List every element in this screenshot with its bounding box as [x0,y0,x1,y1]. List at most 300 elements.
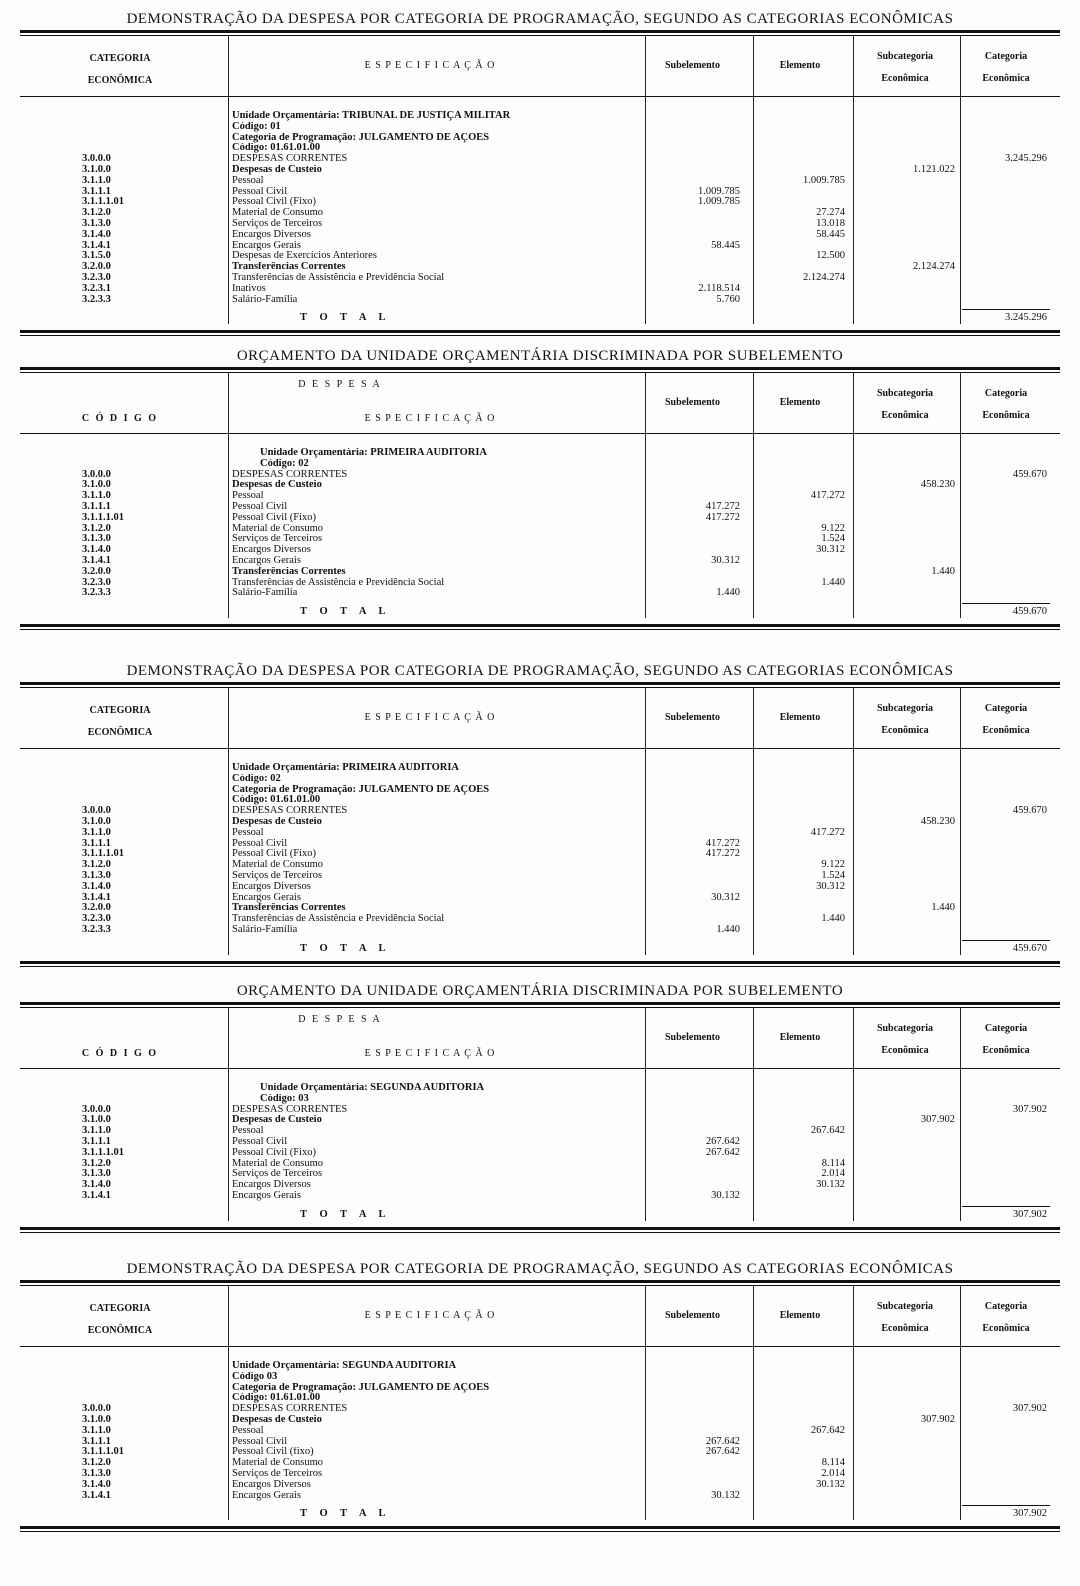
row-code: 3.1.3.0 [82,1168,111,1180]
intro-text: Unidade Orçamentária: PRIMEIRA AUDITORIA [260,448,488,458]
row-code: 3.1.1.1.01 [82,848,124,860]
row-specification: Serviços de Terceiros [232,1468,323,1479]
column-divider [645,688,646,748]
row-value-sub: 417.272 [705,500,740,512]
row-code: 3.1.1.1 [82,837,111,849]
table-row [20,208,1060,219]
table-row [20,903,1060,914]
row-code: 3.0.0.0 [82,805,111,817]
row-specification: Pessoal Civil [232,1436,288,1447]
table-row [20,295,1060,306]
row-value-elem: 30.312 [816,544,845,556]
table-row [20,925,1060,936]
row-code: 3.1.4.1 [82,891,111,903]
row-specification: DESPESAS CORRENTES [232,469,348,480]
row-specification: Salário-Família [232,294,298,305]
intro-row [20,143,1060,154]
row-specification: Transferências Correntes [232,903,346,914]
row-value-sub: 30.132 [711,1189,740,1201]
row-specification: Encargos Diversos [232,881,311,892]
table-row [20,187,1060,198]
section-title: DEMONSTRAÇÃO DA DESPESA POR CATEGORIA DE PROGRAMAÇÃO, SEGUNDO AS CATEGORIAS ECONÔMICAS [126,1261,954,1277]
total-rule [962,309,1050,310]
row-code: 3.2.3.3 [82,293,111,305]
table-row [20,545,1060,556]
row-code: 3.1.1.1.01 [82,1446,124,1458]
header-especificacao: E S P E C I F I C A Ç Ã O [364,712,496,723]
table-row [20,524,1060,535]
row-code: 3.1.0.0 [82,815,111,827]
header-especificacao: E S P E C I F I C A Ç Ã O [364,413,496,424]
table-body [20,434,1060,618]
double-rule [20,1526,1060,1532]
total-row [20,607,1060,618]
intro-text: Unidade Orçamentária: TRIBUNAL DE JUSTIÇA MILITAR [232,111,511,121]
table-body [20,749,1060,955]
budget-section [20,980,1060,1233]
row-specification: Salário-Família [232,588,298,599]
table-row [20,1148,1060,1159]
row-value-cat: 3.245.296 [1005,153,1047,165]
table-row [20,588,1060,599]
section-title: DEMONSTRAÇÃO DA DESPESA POR CATEGORIA DE PROGRAMAÇÃO, SEGUNDO AS CATEGORIAS ECONÔMICAS [126,11,954,27]
row-value-sub: 30.132 [711,1489,740,1501]
row-code: 3.1.4.1 [82,239,111,251]
double-rule [20,1227,1060,1233]
row-value-elem: 2.014 [821,1467,845,1479]
row-value-sub: 267.642 [705,1146,740,1158]
row-specification: Pessoal Civil [232,186,288,197]
table-row [20,1415,1060,1426]
header-subcategoria: Subcategoria Econômica [876,1301,934,1334]
row-specification: Transferências Correntes [232,262,346,273]
column-divider [645,1286,646,1346]
double-rule [20,961,1060,967]
row-value-sub: 417.272 [705,511,740,523]
table-row [20,849,1060,860]
column-divider [645,1008,646,1068]
table-body [20,1069,1060,1221]
intro-row [20,1393,1060,1404]
column-divider [753,373,754,433]
intro-row [20,785,1060,796]
row-code: 3.1.0.0 [82,1413,111,1425]
row-code: 3.1.2.0 [82,1157,111,1169]
intro-text: Código: 01.61.01.00 [232,143,321,154]
row-specification: Pessoal Civil (Fixo) [232,197,317,208]
total-rule [962,603,1050,604]
row-code: 3.0.0.0 [82,468,111,480]
column-divider [853,1008,854,1068]
table-row [20,1437,1060,1448]
row-value-subc: 458.230 [920,815,955,827]
row-code: 3.1.4.0 [82,880,111,892]
row-value-sub: 417.272 [705,848,740,860]
column-divider [645,373,646,433]
row-specification: Material de Consumo [232,1158,323,1169]
row-specification: Encargos Diversos [232,545,311,556]
row-value-sub: 267.642 [705,1446,740,1458]
header-especificacao: E S P E C I F I C A Ç Ã O [364,1310,496,1321]
row-specification: Pessoal Civil (Fixo) [232,1147,317,1158]
table-row [20,230,1060,241]
row-value-sub: 1.440 [716,923,740,935]
row-code: 3.1.2.0 [82,207,111,219]
row-value-elem: 58.445 [816,228,845,240]
intro-row [20,774,1060,785]
header-categoria: Categoria Econômica [982,703,1030,736]
header-especificacao: E S P E C I F I C A Ç Ã O [364,1048,496,1059]
column-divider [228,1286,229,1346]
section-title: DEMONSTRAÇÃO DA DESPESA POR CATEGORIA DE PROGRAMAÇÃO, SEGUNDO AS CATEGORIAS ECONÔMICAS [126,663,954,679]
row-specification: Pessoal Civil [232,1136,288,1147]
row-code: 3.1.2.0 [82,859,111,871]
row-value-elem: 417.272 [810,826,845,838]
row-code: 3.1.3.0 [82,533,111,545]
intro-row [20,1361,1060,1372]
row-code: 3.2.3.0 [82,913,111,925]
header-especificacao: E S P E C I F I C A Ç Ã O [364,60,496,71]
row-specification: Encargos Gerais [232,240,301,251]
row-code: 3.1.4.0 [82,1179,111,1191]
table-row [20,1137,1060,1148]
table-body [20,1347,1060,1520]
row-code: 3.1.4.1 [82,1489,111,1501]
row-code: 3.1.1.0 [82,1125,111,1137]
row-specification: Pessoal [232,491,264,502]
row-value-sub: 1.009.785 [698,196,740,208]
header-categoria-economica: CATEGORIA ECONÔMICA [87,53,153,86]
table-row [20,839,1060,850]
column-divider [853,688,854,748]
header-subelemento: Subelemento [665,1032,720,1043]
row-specification: Pessoal [232,1425,264,1436]
row-code: 3.2.3.3 [82,587,111,599]
table-row [20,1180,1060,1191]
intro-text: Unidade Orçamentária: SEGUNDA AUDITORIA [232,1361,457,1371]
table-row [20,1404,1060,1415]
row-code: 3.1.4.1 [82,1189,111,1201]
row-value-elem: 30.132 [816,1179,845,1191]
row-specification: Pessoal Civil (Fixo) [232,849,317,860]
budget-section [20,345,1060,630]
intro-text: Código: 01.61.01.00 [232,1393,321,1404]
row-value-cat: 307.902 [1012,1403,1047,1415]
row-specification: Encargos Gerais [232,1190,301,1201]
row-specification: DESPESAS CORRENTES [232,806,348,817]
row-value-sub: 58.445 [711,239,740,251]
row-value-subc: 1.121.022 [913,163,955,175]
row-specification: Material de Consumo [232,860,323,871]
table-row [20,219,1060,230]
table-row [20,1105,1060,1116]
table-row [20,871,1060,882]
row-value-elem: 2.014 [821,1168,845,1180]
row-specification: Encargos Diversos [232,229,311,240]
table-row [20,828,1060,839]
row-code: 3.1.1.1 [82,1135,111,1147]
column-divider [960,688,961,748]
table-row [20,1115,1060,1126]
row-specification: Despesas de Custeio [232,1115,322,1126]
header-subcategoria: Subcategoria Econômica [876,703,934,736]
row-code: 3.2.3.0 [82,576,111,588]
row-value-elem: 30.132 [816,1478,845,1490]
row-specification: Encargos Gerais [232,555,301,566]
intro-text: Código: 03 [260,1093,309,1104]
table-header [20,688,1060,749]
table-row [20,1126,1060,1137]
intro-row [20,133,1060,144]
row-code: 3.1.0.0 [82,1114,111,1126]
total-value: 307.902 [1012,1208,1047,1220]
total-row [20,1210,1060,1221]
row-specification: DESPESAS CORRENTES [232,154,348,165]
row-specification: Pessoal Civil (Fixo) [232,512,317,523]
row-specification: Pessoal Civil (fixo) [232,1447,314,1458]
intro-row [20,111,1060,122]
intro-text: Código: 01 [232,121,281,132]
intro-row [20,448,1060,459]
row-value-cat: 459.670 [1012,805,1047,817]
row-specification: Transferências Correntes [232,566,346,577]
row-specification: Encargos Diversos [232,1180,311,1191]
table-header [20,36,1060,97]
row-code: 3.1.1.0 [82,826,111,838]
row-specification: Serviços de Terceiros [232,1169,323,1180]
budget-section [20,1258,1060,1532]
column-divider [228,373,229,433]
table-row [20,470,1060,481]
header-elemento: Elemento [779,60,821,71]
header-despesa: D E S P E S A [298,1014,382,1025]
row-code: 3.1.1.1 [82,1435,111,1447]
column-divider [853,373,854,433]
row-specification: Material de Consumo [232,523,323,534]
intro-row [20,459,1060,470]
row-code: 3.1.0.0 [82,163,111,175]
header-categoria: Categoria Econômica [982,51,1030,84]
intro-text: Código: 01.61.01.00 [232,795,321,806]
row-specification: Pessoal [232,175,264,186]
table-row [20,567,1060,578]
table-row [20,513,1060,524]
column-divider [228,36,229,96]
row-specification: Despesas de Exercícios Anteriores [232,251,377,262]
table-row [20,241,1060,252]
row-specification: Material de Consumo [232,208,323,219]
total-value: 307.902 [1012,1508,1047,1520]
row-value-elem: 13.018 [816,217,845,229]
row-code: 3.1.1.0 [82,490,111,502]
row-value-elem: 1.524 [821,533,845,545]
row-code: 3.0.0.0 [82,153,111,165]
intro-row [20,763,1060,774]
row-value-sub: 2.118.514 [698,282,740,294]
table-row [20,176,1060,187]
section-title: ORÇAMENTO DA UNIDADE ORÇAMENTÁRIA DISCRIMINADA POR SUBELEMENTO [236,348,844,364]
total-label: T O T A L [300,313,391,324]
header-subcategoria: Subcategoria Econômica [876,1023,934,1056]
intro-row [20,795,1060,806]
double-rule [20,624,1060,630]
row-code: 3.0.0.0 [82,1103,111,1115]
header-categoria: Categoria Econômica [982,1023,1030,1056]
table-row [20,534,1060,545]
row-value-cat: 307.902 [1012,1103,1047,1115]
header-subelemento: Subelemento [665,60,720,71]
table-header [20,373,1060,434]
row-code: 3.1.4.0 [82,228,111,240]
header-subelemento: Subelemento [665,1310,720,1321]
intro-row [20,122,1060,133]
row-value-sub: 1.440 [716,587,740,599]
table-row [20,262,1060,273]
row-value-sub: 267.642 [705,1435,740,1447]
header-subelemento: Subelemento [665,397,720,408]
header-codigo: C Ó D I G O [81,413,159,424]
column-divider [960,1286,961,1346]
header-subcategoria: Subcategoria Econômica [876,388,934,421]
total-row [20,944,1060,955]
total-value: 459.670 [1012,606,1047,618]
row-code: 3.2.3.1 [82,282,111,294]
row-code: 3.2.0.0 [82,261,111,273]
total-row [20,313,1060,324]
row-value-sub: 5.760 [716,293,740,305]
total-row [20,1509,1060,1520]
row-code: 3.1.4.1 [82,554,111,566]
row-specification: Salário-Família [232,924,298,935]
table-row [20,1159,1060,1170]
total-value: 3.245.296 [1005,312,1047,324]
column-divider [753,688,754,748]
table-row [20,860,1060,871]
row-code: 3.1.4.0 [82,544,111,556]
intro-row [20,1372,1060,1383]
double-rule [20,330,1060,336]
row-value-subc: 307.902 [920,1413,955,1425]
row-code: 3.1.1.1.01 [82,1146,124,1158]
row-value-elem: 1.524 [821,869,845,881]
table-row [20,578,1060,589]
row-specification: Transferências de Assistência e Previdência Social [232,577,445,588]
intro-row [20,1083,1060,1094]
header-codigo: C Ó D I G O [81,1048,159,1059]
table-row [20,1169,1060,1180]
table-row [20,882,1060,893]
table-row [20,914,1060,925]
intro-row [20,1383,1060,1394]
row-value-subc: 2.124.274 [913,261,955,273]
row-value-elem: 30.312 [816,880,845,892]
row-value-sub: 30.312 [711,891,740,903]
row-specification: Serviços de Terceiros [232,534,323,545]
row-value-sub: 1.009.785 [698,185,740,197]
row-code: 3.1.5.0 [82,250,111,262]
row-value-sub: 267.642 [705,1135,740,1147]
column-divider [960,373,961,433]
row-code: 3.1.1.0 [82,174,111,186]
row-specification: Pessoal [232,827,264,838]
table-row [20,251,1060,262]
total-rule [962,940,1050,941]
row-specification: Serviços de Terceiros [232,870,323,881]
row-value-elem: 8.114 [821,1157,845,1169]
row-code: 3.1.1.1 [82,500,111,512]
table-row [20,1458,1060,1469]
row-specification: Despesas de Custeio [232,1414,322,1425]
row-value-sub: 417.272 [705,837,740,849]
table-header [20,1286,1060,1347]
row-specification: Material de Consumo [232,1458,323,1469]
row-value-subc: 1.440 [931,902,955,914]
row-value-elem: 2.124.274 [803,271,845,283]
intro-text: Código: 02 [232,773,281,784]
row-code: 3.2.0.0 [82,902,111,914]
table-row [20,165,1060,176]
row-specification: Despesas de Custeio [232,164,322,175]
row-value-elem: 1.440 [821,576,845,588]
row-value-elem: 12.500 [816,250,845,262]
row-code: 3.1.1.1.01 [82,196,124,208]
table-row [20,556,1060,567]
header-elemento: Elemento [779,712,821,723]
section-title: ORÇAMENTO DA UNIDADE ORÇAMENTÁRIA DISCRIMINADA POR SUBELEMENTO [236,983,844,999]
header-elemento: Elemento [779,1032,821,1043]
row-value-elem: 8.114 [821,1457,845,1469]
table-row [20,806,1060,817]
row-specification: Inativos [232,283,266,294]
row-value-elem: 1.440 [821,913,845,925]
row-specification: Despesas de Custeio [232,816,322,827]
table-row [20,1480,1060,1491]
row-specification: DESPESAS CORRENTES [232,1104,348,1115]
row-value-subc: 1.440 [931,565,955,577]
header-elemento: Elemento [779,1310,821,1321]
row-specification: Transferências de Assistência e Previdência Social [232,272,445,283]
row-value-sub: 30.312 [711,554,740,566]
header-subelemento: Subelemento [665,712,720,723]
intro-text: Unidade Orçamentária: SEGUNDA AUDITORIA [260,1083,485,1093]
total-label: T O T A L [300,607,391,618]
row-code: 3.1.1.0 [82,1424,111,1436]
intro-text: Categoria de Programação: JULGAMENTO DE AÇÕES [232,132,490,143]
table-row [20,154,1060,165]
row-specification: Serviços de Terceiros [232,218,323,229]
row-code: 3.1.1.1 [82,185,111,197]
total-rule [962,1505,1050,1506]
header-categoria-economica: CATEGORIA ECONÔMICA [87,1303,153,1336]
row-code: 3.1.3.0 [82,1467,111,1479]
column-divider [228,688,229,748]
total-label: T O T A L [300,1509,391,1520]
intro-text: Categoria de Programação: JULGAMENTO DE AÇÕES [232,784,490,795]
table-row [20,480,1060,491]
table-row [20,197,1060,208]
row-code: 3.1.3.0 [82,869,111,881]
column-divider [645,36,646,96]
row-value-subc: 307.902 [920,1114,955,1126]
header-categoria: Categoria Econômica [982,1301,1030,1334]
column-divider [853,1286,854,1346]
row-specification: Transferências de Assistência e Previdência Social [232,914,445,925]
row-specification: Pessoal Civil [232,501,288,512]
row-value-elem: 27.274 [816,207,845,219]
column-divider [753,1008,754,1068]
row-specification: DESPESAS CORRENTES [232,1404,348,1415]
budget-section [20,8,1060,336]
